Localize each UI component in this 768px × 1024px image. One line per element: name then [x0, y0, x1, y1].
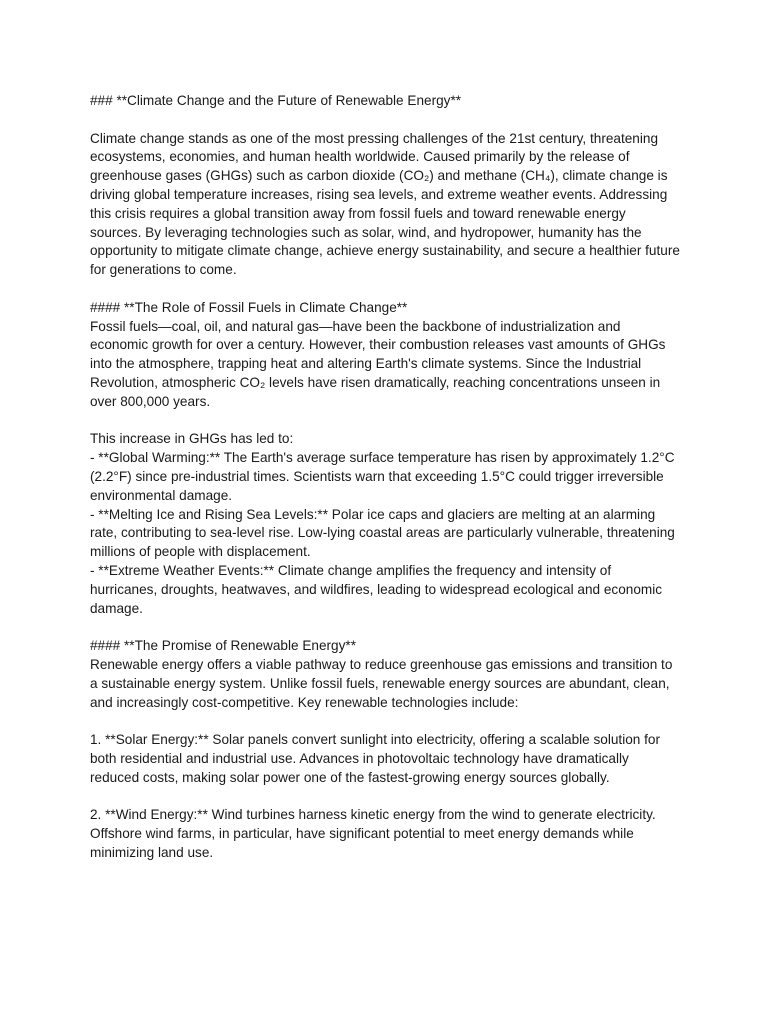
list-intro: This increase in GHGs has led to:	[90, 431, 294, 447]
spacer	[90, 787, 680, 806]
document-title: ### **Climate Change and the Future of Renewable Energy**	[90, 93, 462, 108]
numbered-item-wind: 2. **Wind Energy:** Wind turbines harness kinetic energy from the wind to generate electricity. Offshore wind farms, in particular, have significant potential to meet energy demands while minimizing land use.	[90, 807, 660, 860]
section-heading-fossil-fuels: #### **The Role of Fossil Fuels in Climate Change**	[90, 299, 408, 315]
document-page	[90, 92, 684, 863]
spacer	[90, 280, 680, 299]
intro-paragraph: Climate change stands as one of the most pressing challenges of the 21st century, threatening ecosystems, economies, and human health worldwide. Caused primarily by the release of greenhouse gases (GHGs) such as carbon dioxide (CO₂) and methane (CH₄), climate change is driving global temperature increases, rising sea levels, and extreme weather events. Addressing this crisis requires a global transition away from fossil fuels and toward renewable energy sources. By leveraging technologies such as solar, wind, and hydropower, humanity has the opportunity to mitigate climate change, achieve energy sustainability, and secure a healthier future for generations to come.	[90, 130, 684, 278]
list-item-extreme-weather: - **Extreme Weather Events:** Climate change amplifies the frequency and intensity of hurricanes, droughts, heatwaves, and wildfires, leading to widespread ecological and economic damage.	[90, 562, 666, 616]
spacer	[90, 712, 680, 731]
spacer	[90, 111, 680, 130]
numbered-item-solar: 1. **Solar Energy:** Solar panels convert sunlight into electricity, offering a scalable solution for both residential and industrial use. Advances in photovoltaic technology have dramatically reduced costs, making solar power one of the fastest-growing energy sources globally.	[90, 732, 664, 785]
section-heading-renewable-energy: #### **The Promise of Renewable Energy**	[90, 638, 356, 654]
spacer	[90, 618, 680, 637]
renewable-energy-paragraph: Renewable energy offers a viable pathway to reduce greenhouse gas emissions and transition to a sustainable energy system. Unlike fossil fuels, renewable energy sources are abundant, clean, and increasingly cost-competitive. Key renewable technologies include:	[90, 656, 677, 710]
spacer	[90, 412, 680, 431]
fossil-fuels-paragraph: Fossil fuels—coal, oil, and natural gas—have been the backbone of industrialization and economic growth for over a century. However, their combustion releases vast amounts of GHGs into the atmosphere, trapping heat and altering Earth's climate systems. Since the Industrial Revolution, atmospheric CO₂ levels have risen dramatically, reaching concentrations unseen in over 800,000 years.	[90, 318, 670, 409]
list-item-melting-ice: - **Melting Ice and Rising Sea Levels:** Polar ice caps and glaciers are melting at an alarming rate, contributing to sea-level rise. Low-lying coastal areas are particularly vulnerable, threatening millions of people with displacement.	[90, 506, 679, 560]
list-item-global-warming: - **Global Warming:** The Earth's average surface temperature has risen by approximately 1.2°C (2.2°F) since pre-industrial times. Scientists warn that exceeding 1.5°C could trigger irreversible environmental damage.	[90, 450, 679, 503]
